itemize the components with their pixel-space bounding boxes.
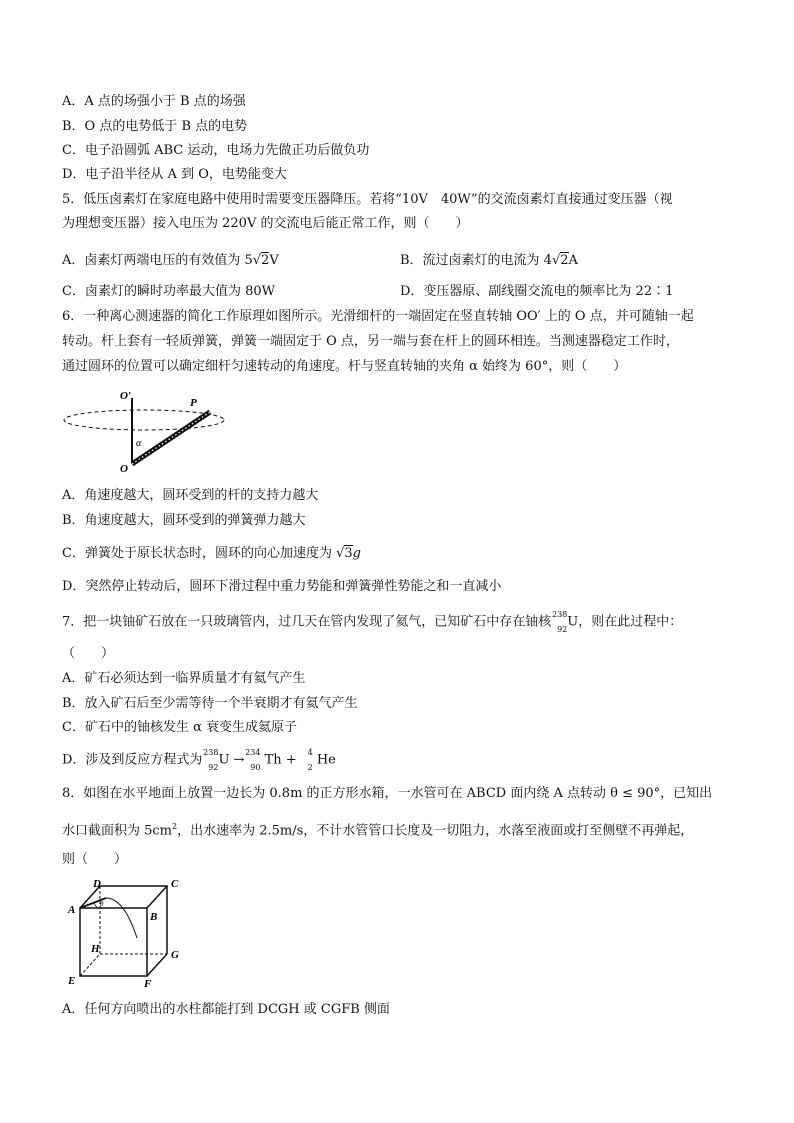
q5-option-b-unit: A — [568, 253, 578, 268]
q6-option-c-radicand: 3 — [344, 546, 353, 561]
q6-option-a: A．角速度越大，圆环受到的杆的支持力越大 — [62, 488, 319, 503]
water-trajectory — [106, 898, 137, 938]
q6-option-d: D．突然停止转动后，圆环下滑过程中重力势能和弹簧弹性势能之和一直减小 — [62, 579, 502, 594]
label-p: P — [190, 397, 197, 409]
helium-nuclide: 4 2 — [307, 748, 313, 772]
sqrt-sign: √ — [551, 253, 561, 268]
q7-stem-line2: （ ） — [62, 646, 115, 661]
q4-option-d: D．电子沿半径从 A 到 O，电势能变大 — [62, 167, 287, 182]
edge-bc — [147, 886, 167, 908]
uranium-nuclide: 238 92 — [552, 610, 568, 634]
q5-option-a-radicand: 2 — [261, 253, 270, 268]
q6-stem-line1: 6．一种离心测速器的简化工作原理如图所示。光滑细杆的一端固定在竖直转轴 OO′ 上的 O 点，并可随轴一起 — [62, 309, 694, 324]
q8-stem-line3: 则（ ） — [62, 852, 128, 867]
label-g: G — [171, 949, 179, 961]
q7-option-b: B．放入矿石后至少需等待一个半衰期才有氦气产生 — [62, 696, 358, 711]
q4-option-c: C．电子沿圆弧 ABC 运动，电场力先做正功后做负功 — [62, 143, 370, 158]
uranium-symbol: U — [567, 614, 579, 630]
q6-stem-line2: 转动。杆上套有一轻质弹簧，弹簧一端固定于 O 点，另一端与套在杆上的圆环相连。当测速器稳定工作时， — [62, 334, 679, 349]
q5-stem-line1: 5．低压卤素灯在家庭电路中使用时需要变压器降压。若将“10V 40W”的交流卤素灯直接通过变压器（视 — [62, 192, 673, 207]
q8-stem-text-end: ，出水速率为 2.5m/s，不计水管管口长度及一切阻力，水落至液面或打至侧壁不再弹起， — [177, 823, 694, 839]
thorium-symbol: Th + — [264, 752, 297, 768]
q6-centrifuge-figure — [62, 384, 237, 479]
q5-stem-line2: 为理想变压器）接入电压为 220V 的交流电后能正常工作，则（ ） — [62, 216, 469, 231]
q8-stem-text: 水口截面积为 5cm — [62, 823, 173, 839]
q4-option-a: A．A 点的场强小于 B 点的场强 — [62, 94, 246, 109]
label-o-prime: O′ — [120, 390, 132, 402]
q6-option-c-g: g — [352, 546, 361, 561]
q7-option-a: A．矿石必须达到一临界质量才有氦气产生 — [62, 671, 306, 686]
label-c: C — [171, 878, 179, 890]
uranium-nuclide: 238 92 — [203, 748, 219, 772]
q7-stem-text-end: ，则在此过程中： — [578, 614, 683, 630]
q7-option-d — [62, 750, 336, 770]
helium-symbol: He — [316, 752, 336, 768]
label-b: B — [150, 911, 158, 923]
sqrt-sign: √ — [252, 253, 262, 268]
q8-area-exponent: 2 — [172, 822, 178, 831]
q6-option-c-text: C．弹簧处于原长状态时，圆环的向心加速度为 — [62, 546, 337, 561]
hidden-edge-eh — [80, 954, 100, 976]
q8-option-a: A．任何方向喷出的水柱都能打到 DCGH 或 CGFB 侧面 — [62, 1002, 390, 1017]
label-theta: θ — [100, 900, 104, 908]
arrow: → — [233, 752, 245, 768]
q6-option-b: B．角速度越大，圆环受到的弹簧弹力越大 — [62, 513, 306, 528]
label-h: H — [91, 943, 100, 955]
q5-option-a-unit: V — [269, 253, 279, 268]
sqrt-sign: √ — [336, 546, 345, 561]
q8-water-tank-figure — [62, 876, 192, 991]
rod-with-spring — [132, 412, 210, 464]
label-d: D — [93, 878, 101, 890]
q6-stem-line3: 通过圆环的位置可以确定细杆匀速转动的角速度。杆与竖直转轴的夹角 α 始终为 60°，则（ ） — [62, 359, 627, 374]
q5-option-d: D．变压器原、副线圈交流电的频率比为 22∶1 — [400, 284, 674, 299]
q5-option-b-radicand: 2 — [560, 253, 569, 268]
q7-stem-line1 — [62, 612, 682, 632]
q5-option-b-text: B．流过卤素灯的电流为 4 — [400, 253, 552, 268]
thorium-nuclide: 234 90 — [245, 748, 261, 772]
q7-option-c: C．矿石中的铀核发生 α 衰变生成氦原子 — [62, 720, 297, 735]
q6-option-c — [62, 546, 361, 562]
q5-option-c: C．卤素灯的瞬时功率最大值为 80W — [62, 284, 275, 299]
q8-stem-line1: 8．如图在水平地面上放置一边长为 0.8m 的正方形水箱，一水管可在 ABCD 面内绕 A 点转动 θ ≤ 90°，已知出 — [62, 786, 713, 801]
label-alpha: α — [136, 438, 142, 449]
q5-option-a-text: A．卤素灯两端电压的有效值为 5 — [62, 253, 253, 268]
q8-stem-line2 — [62, 819, 693, 839]
label-f: F — [144, 978, 152, 990]
uranium-symbol: U — [218, 752, 230, 768]
edge-fg — [147, 954, 167, 976]
label-o: O — [120, 463, 128, 475]
q4-option-b: B．O 点的电势低于 B 点的电势 — [62, 119, 248, 134]
q5-option-a — [62, 253, 279, 269]
q7-option-d-text: D．涉及到反应方程式为 — [62, 752, 203, 768]
q7-stem-text: 7．把一块铀矿石放在一只玻璃管内，过几天在管内发现了氦气，已知矿石中存在铀核 — [62, 614, 552, 630]
front-face — [80, 908, 147, 976]
label-e: E — [68, 975, 76, 987]
q5-option-b — [400, 253, 578, 269]
label-a: A — [68, 904, 76, 916]
